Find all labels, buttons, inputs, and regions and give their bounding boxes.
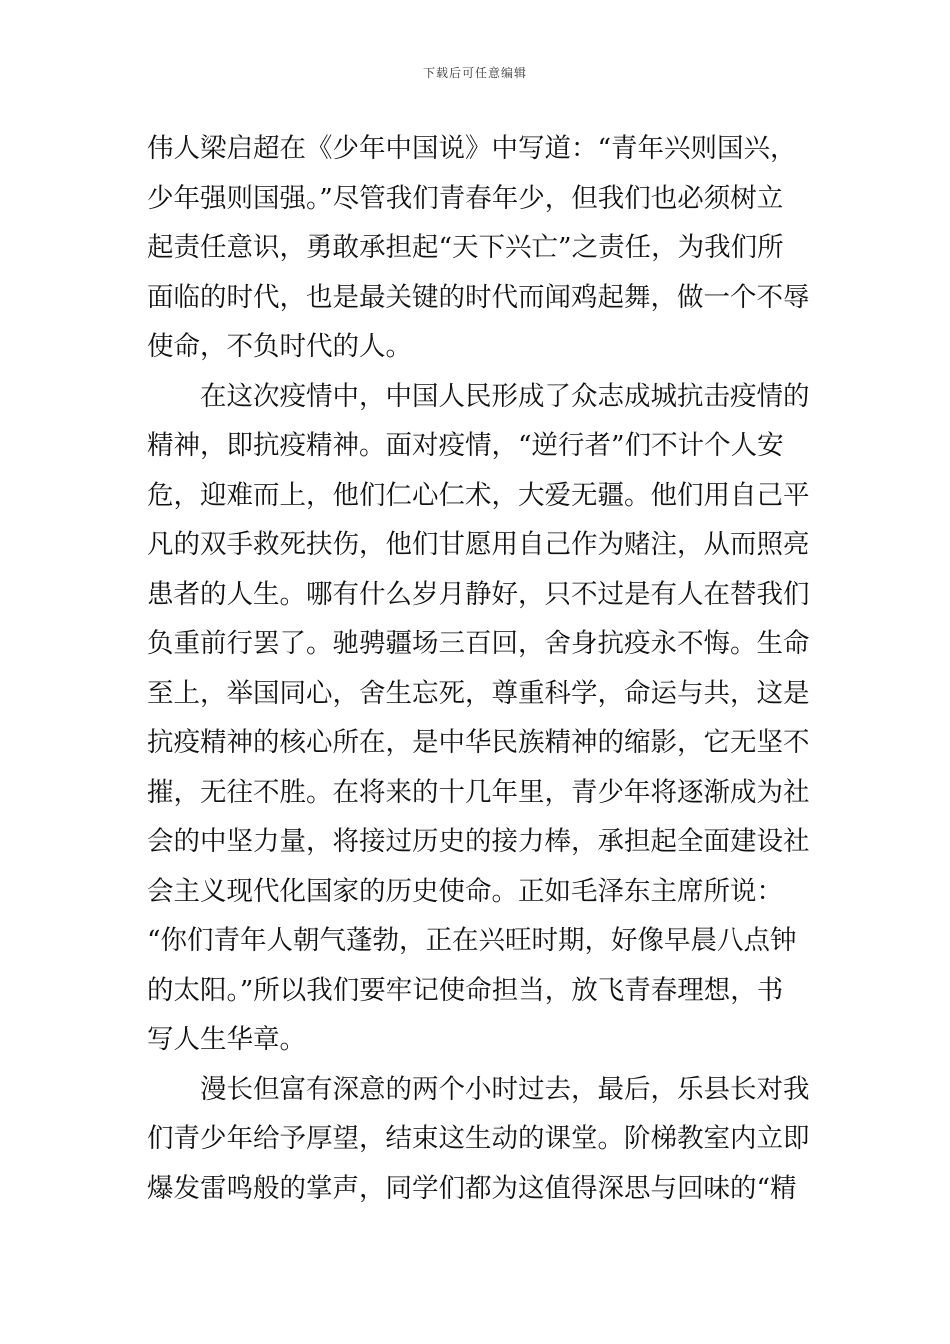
text-line: 危，迎难而上，他们仁心仁术，大爱无疆。他们用自己平 <box>147 479 810 511</box>
text-line: 会的中坚力量，将接过历史的接力棒，承担起全面建设社 <box>147 826 810 857</box>
text-line: 爆发雷鸣般的掌声，同学们都为这值得深思与回味的“精 <box>147 1172 797 1204</box>
text-line: 在这次疫情中，中国人民形成了众志成城抗击疫情的 <box>147 380 810 412</box>
text-line: 患者的人生。哪有什么岁月静好，只不过是有人在替我们 <box>147 578 810 610</box>
text-line: 伟人梁启超在《少年中国说》中写道：“青年兴则国兴， <box>147 133 797 164</box>
text-line: 凡的双手救死扶伤，他们甘愿用自己作为赌注，从而照亮 <box>147 529 810 560</box>
text-line: 精神，即抗疫精神。面对疫情，“逆行者”们不计个人安 <box>147 430 784 461</box>
text-line: 们青少年给予厚望，结束这生动的课堂。阶梯教室内立即 <box>147 1123 810 1154</box>
text-line: 写人生华章。 <box>147 1024 306 1055</box>
text-line: 抗疫精神的核心所在，是中华民族精神的缩影，它无坚不 <box>147 727 810 758</box>
download-edit-note: 下载后可任意编辑 <box>422 66 527 80</box>
text-line: 使命，不负时代的人。 <box>147 331 412 362</box>
text-line: 少年强则国强。”尽管我们青春年少，但我们也必须树立 <box>147 182 784 214</box>
text-line: “你们青年人朝气蓬勃，正在兴旺时期，好像早晨八点钟 <box>147 925 797 956</box>
text-line: 面临的时代，也是最关键的时代而闻鸡起舞，做一个不辱 <box>147 281 810 313</box>
text-line: 起责任意识，勇敢承担起“天下兴亡”之责任，为我们所 <box>147 232 784 263</box>
text-line: 至上，举国同心，舍生忘死，尊重科学，命运与共，这是 <box>147 677 810 709</box>
text-line: 的太阳。”所以我们要牢记使命担当，放飞青春理想，书 <box>147 974 784 1006</box>
text-line: 会主义现代化国家的历史使命。正如毛泽东主席所说： <box>147 875 783 907</box>
text-line: 摧，无往不胜。在将来的十几年里，青少年将逐渐成为社 <box>147 776 810 808</box>
document-body <box>147 124 810 1213</box>
text-line: 漫长但富有深意的两个小时过去，最后，乐县长对我 <box>147 1073 810 1105</box>
text-line: 负重前行罢了。驰骋疆场三百回，舍身抗疫永不悔。生命 <box>147 628 810 659</box>
